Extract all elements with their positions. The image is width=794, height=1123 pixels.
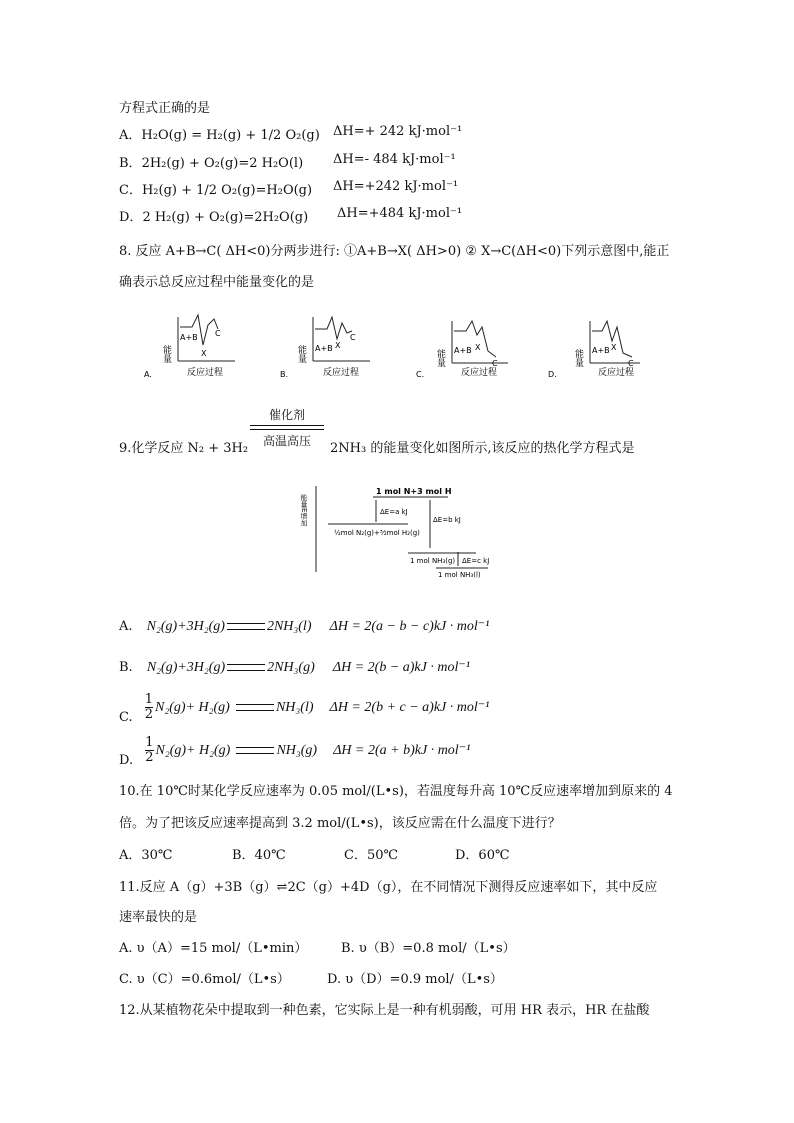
q8-diagram-a [144, 315, 235, 379]
q8-stem-line2: 确表示总反应过程中能量变化的是 [119, 275, 315, 290]
q9-nh3l: 1 mol NH₃(l) [438, 571, 481, 579]
q9-dEb: ΔE=b kJ [433, 516, 461, 524]
q8d-ylabel: 能量 [573, 349, 583, 367]
q9-reaction-arrow [250, 406, 324, 449]
q8d-ab: A+B [592, 346, 610, 355]
q7-option-c: C．H₂(g) + 1/2 O₂(g)=H₂O(g) ΔH=+242 kJ·mol⁻¹ [119, 179, 459, 198]
q8b-ab: A+B [315, 344, 333, 353]
q9-option-a: A. N₂(g)+3H₂(g) 2NH₃(l) ΔH = 2(a − b − c)kJ · mol⁻¹ [119, 619, 490, 634]
q8a-ylabel: 能量 [161, 345, 171, 363]
q8c-ylabel: 能量 [435, 349, 445, 367]
q8c-x: X [475, 343, 481, 352]
q8-stem-line1: 8. 反应 A+B→C( ΔH<0)分两步进行: ①A+B→X( ΔH>0) ② X→C(ΔH<0)下列示意图中,能正 [119, 244, 670, 259]
q8-diagram-d [548, 321, 640, 379]
q8c-letter: C. [416, 370, 425, 379]
q11-stem-line1: 11.反应 A（g）+3B（g）⇌2C（g）+4D（g），在不同情况下测得反应速率如下，其中反应 [119, 880, 658, 895]
q8d-letter: D. [548, 370, 557, 379]
q8-diagram-b [280, 317, 370, 379]
q9-energy-diagram [298, 480, 508, 580]
q9-yaxis: 能量E增加 [300, 494, 308, 527]
q9-stem-post: 2NH₃ 的能量变化如图所示,该反应的热化学方程式是 [330, 441, 635, 456]
q9-condition: 高温高压 [262, 434, 311, 448]
q8a-ab: A+B [180, 333, 198, 342]
q11-stem-line2: 速率最快的是 [119, 910, 198, 925]
q8d-x: X [611, 343, 617, 352]
q8a-c: C [215, 329, 221, 338]
q9-dEc: ΔE=c kJ [462, 557, 490, 565]
q8c-ab: A+B [454, 346, 472, 355]
q7-option-b: B．2H₂(g) + O₂(g)=2 H₂O(l) ΔH=- 484 kJ·mol⁻¹ [119, 152, 456, 171]
q9-nh3g: 1 mol NH₃(g) [410, 557, 456, 565]
q8a-letter: A. [144, 370, 152, 379]
q8-diagram-c [416, 321, 508, 379]
q9-mid-label: ½mol N₂(g)+³⁄₂mol H₂(g) [334, 529, 420, 537]
q7-option-a: A．H₂O(g) = H₂(g) + 1/2 O₂(g) ΔH=+ 242 kJ·mol⁻¹ [119, 124, 463, 143]
q9-stem [119, 437, 248, 456]
q10-stem-line2: 倍。为了把该反应速率提高到 3.2 mol/(L•s)，该反应需在什么温度下进行？ [119, 816, 561, 831]
q8b-c: C [350, 333, 356, 342]
q8b-ylabel: 能量 [296, 345, 306, 363]
q11-options-row2: C. υ（C）=0.6mol/（L•s） D. υ（D）=0.9 mol/（L•s） [119, 972, 503, 987]
q10-options: A．30℃ B．40℃ C．50℃ D．60℃ [119, 848, 510, 863]
q8a-xlabel: 反应过程 [187, 368, 224, 378]
q7-tail: 方程式正确的是 [119, 101, 211, 116]
q8c-xlabel: 反应过程 [461, 368, 498, 378]
q8d-c: C [628, 359, 634, 368]
q9-catalyst: 催化剂 [268, 408, 305, 422]
q9-option-d: D. $\frac{1}{2}$ N₂(g)+ H₂(g) NH₃(g) ΔH = 2(a + b)kJ · mol⁻¹ [119, 735, 471, 768]
q10-stem-line1: 10.在 10℃时某化学反应速率为 0.05 mol/(L•s)，若温度每升高 10℃反应速率增加到原来的 4 [119, 784, 673, 799]
q9-top-label: 1 mol N+3 mol H [376, 487, 452, 496]
q8a-x: X [201, 349, 207, 358]
q9-stem-pre: 9.化学反应 N₂ + 3H₂ [119, 441, 249, 456]
q9-option-c: C. $\frac{1}{2}$ N₂(g)+ H₂(g) NH₃(l) ΔH = 2(b + c − a)kJ · mol⁻¹ [119, 692, 490, 725]
q8-energy-diagrams [140, 305, 660, 385]
q11-options-row1: A. υ（A）=15 mol/（L•min） B. υ（B）=0.8 mol/（L•s） [119, 941, 516, 956]
q8b-x: X [335, 341, 341, 350]
q9-dEa: ΔE=a kJ [380, 508, 408, 516]
q9-option-b: B. N₂(g)+3H₂(g) 2NH₃(g) ΔH = 2(b − a)kJ · mol⁻¹ [119, 660, 470, 675]
q8b-letter: B. [280, 370, 289, 379]
q8d-xlabel: 反应过程 [598, 368, 635, 378]
q7-option-d: D．2 H₂(g) + O₂(g)=2H₂O(g) ΔH=+484 kJ·mol⁻¹ [119, 206, 463, 225]
q8c-c: C [492, 359, 498, 368]
q8b-xlabel: 反应过程 [323, 368, 360, 378]
q12-stem-line1: 12.从某植物花朵中提取到一种色素，它实际上是一种有机弱酸，可用 HR 表示，HR 在盐酸 [119, 1003, 650, 1018]
